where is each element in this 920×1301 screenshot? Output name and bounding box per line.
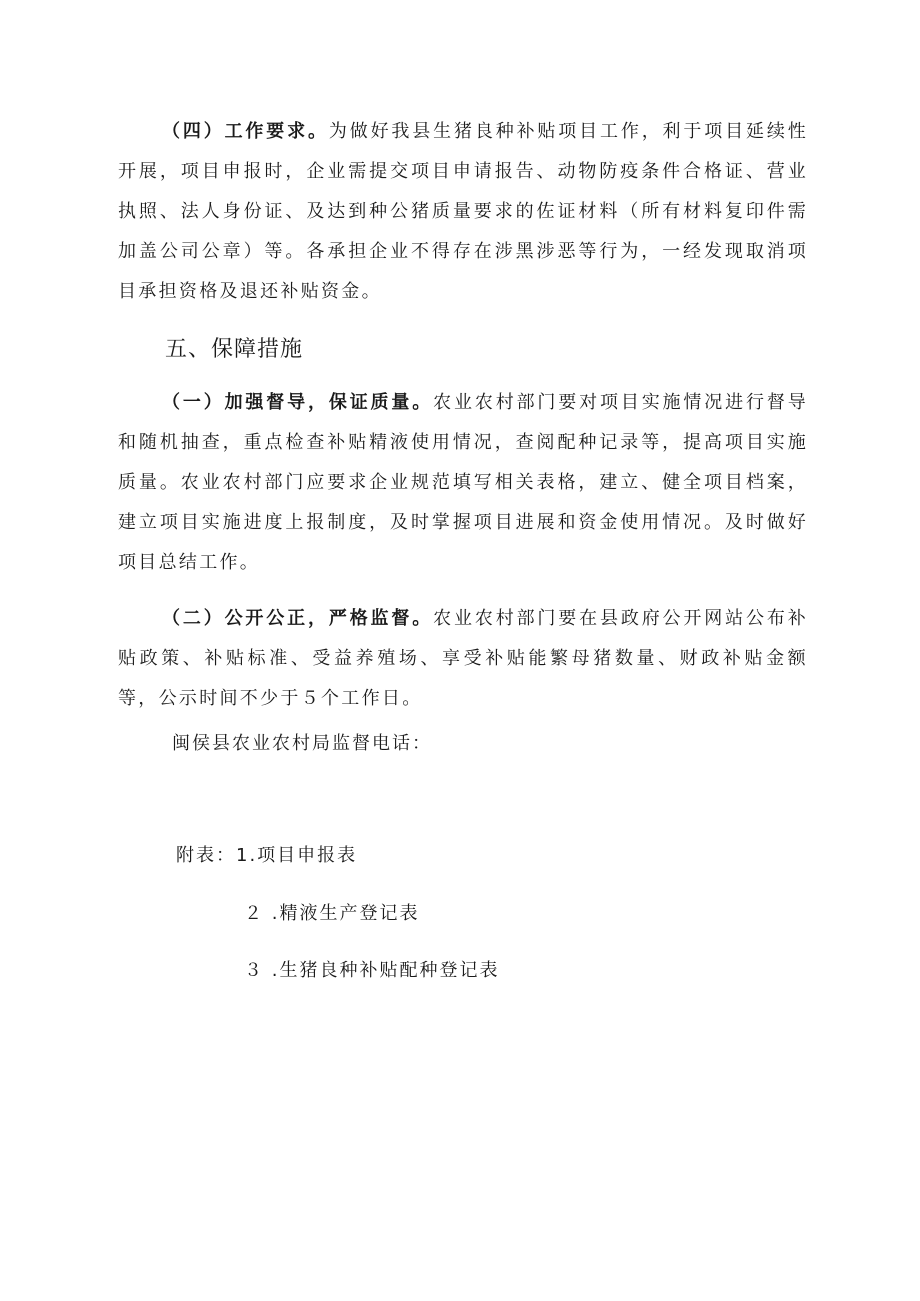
paragraph-body: 农业农村部门要对项目实施情况进行督导和随机抽查，重点检查补贴精液使用情况，查阅配种记录等，提高项目实施质量。农业农村部门应要求企业规范填写相关表格，建立、健全项目档案，建立项目实施进度上报制度，及时掌握项目进展和资金使用情况。及时做好项目总结工作。 [118,392,808,573]
attachment-line-1 [176,842,357,870]
paragraph-work-requirements [118,112,808,312]
paragraph-supervision [118,383,808,583]
paragraph-heading: （四）工作要求。 [162,121,329,142]
attachment-item: ３ .生猪良种补贴配种登记表 [244,960,500,981]
attachment-item: ２ .精液生产登记表 [244,903,420,924]
contact-line: 闽侯县农业农村局监督电话： [172,733,432,754]
paragraph-heading: （二）公开公正，严格监督。 [162,608,434,629]
paragraph-body: 为做好我县生猪良种补贴项目工作，利于项目延续性开展，项目申报时，企业需提交项目申请报告、动物防疫条件合格证、营业执照、法人身份证、及达到种公猪质量要求的佐证材料（所有材料复印件需加盖公司公章）等。各承担企业不得存在涉黑涉恶等行为，一经发现取消项目承担资格及退还补贴资金。 [118,121,808,302]
section-title: 五、保障措施 [165,337,304,362]
paragraph-heading: （一）加强督导，保证质量。 [162,392,434,413]
paragraph-openness [118,599,808,719]
attachment-prefix: 附表： [176,845,236,866]
attachment-item: 1.项目申报表 [236,845,358,866]
paragraph-body: 农业农村部门要在县政府公开网站公布补贴政策、补贴标准、受益养殖场、享受补贴能繁母猪数量、财政补贴金额等，公示时间不少于５个工作日。 [118,608,808,709]
